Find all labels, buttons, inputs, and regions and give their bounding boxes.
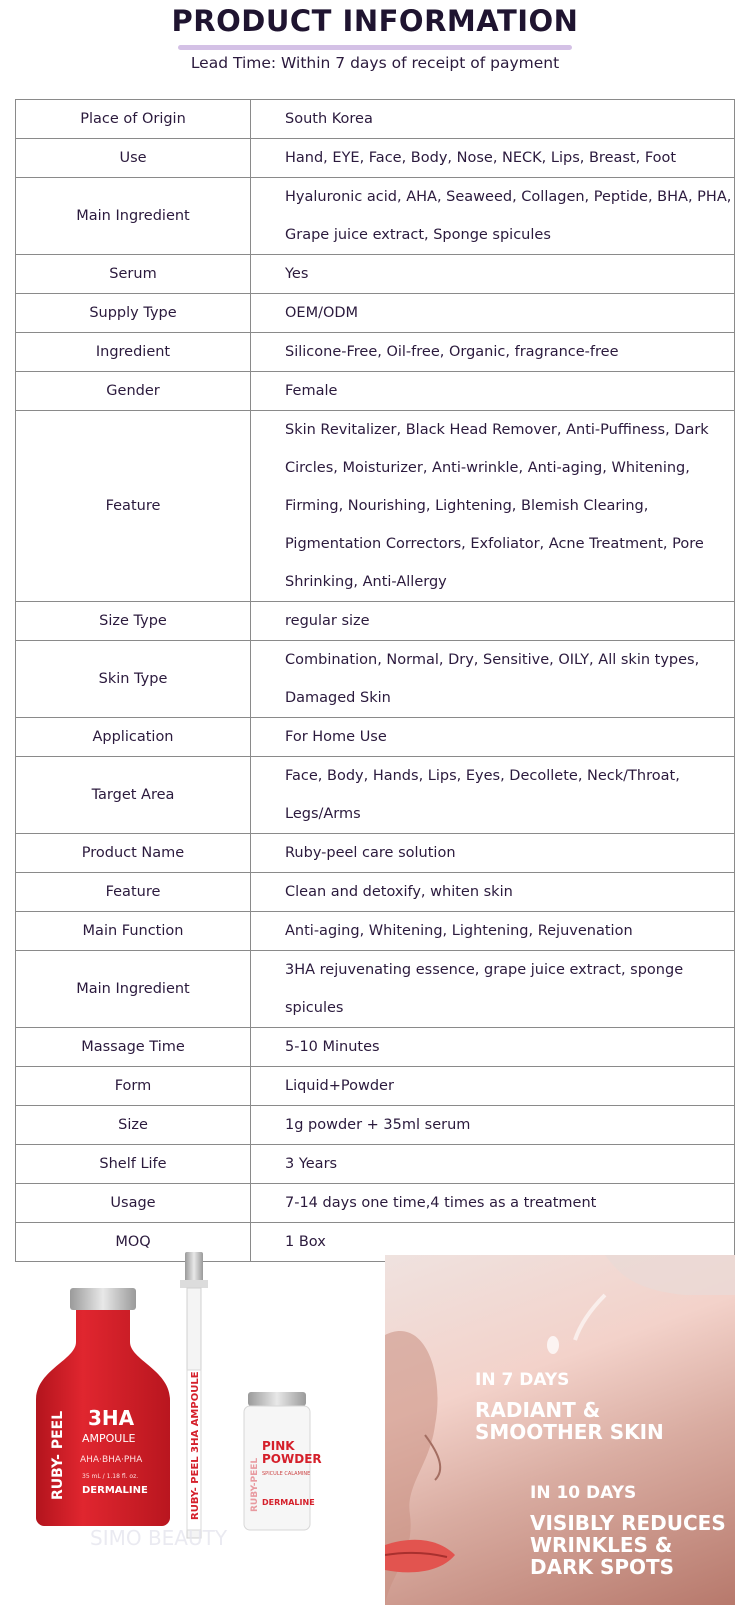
vial-maker: DERMALINE <box>262 1498 315 1507</box>
vial-name-2: POWDER <box>262 1452 322 1466</box>
product-photo <box>30 1250 360 1610</box>
vial-brand: RUBY-PEEL <box>250 1457 260 1512</box>
ampoule-bottle <box>36 1288 170 1526</box>
promo-line-2: RADIANT & SMOOTHER SKIN <box>475 1398 664 1444</box>
spec-key: Main Function <box>16 912 251 951</box>
spec-row <box>16 602 735 641</box>
spec-row <box>16 834 735 873</box>
spec-row <box>16 100 735 139</box>
spec-value: Clean and detoxify, whiten skin <box>251 873 735 912</box>
spec-row <box>16 333 735 372</box>
spec-value: 5-10 Minutes <box>251 1028 735 1067</box>
spec-value: 1g powder + 35ml serum <box>251 1106 735 1145</box>
spec-key: Size Type <box>16 602 251 641</box>
spec-key: Place of Origin <box>16 100 251 139</box>
spec-row <box>16 718 735 757</box>
spec-row <box>16 912 735 951</box>
spec-key: Massage Time <box>16 1028 251 1067</box>
spec-key: Application <box>16 718 251 757</box>
spec-key: Supply Type <box>16 294 251 333</box>
spec-row <box>16 641 735 718</box>
spec-row <box>16 411 735 602</box>
spec-row <box>16 139 735 178</box>
bottle-name: 3HA <box>88 1406 135 1430</box>
spec-key: Skin Type <box>16 641 251 718</box>
spec-value: Yes <box>251 255 735 294</box>
spec-value: Silicone-Free, Oil-free, Organic, fragrance-free <box>251 333 735 372</box>
spec-row <box>16 1145 735 1184</box>
spec-value: Combination, Normal, Dry, Sensitive, OILY, All skin types, Damaged Skin <box>251 641 735 718</box>
syringe <box>180 1252 208 1538</box>
spec-row <box>16 255 735 294</box>
spec-value: 7-14 days one time,4 times as a treatment <box>251 1184 735 1223</box>
vial-sub: SPICULE CALAMINE <box>262 1471 311 1477</box>
watermark: SIMO BEAUTY <box>90 1526 228 1550</box>
spec-value: Liquid+Powder <box>251 1067 735 1106</box>
bottle-volume: 35 mL / 1.18 fl. oz. <box>82 1473 139 1480</box>
spec-key: MOQ <box>16 1223 251 1262</box>
spec-value: Hyaluronic acid, AHA, Seaweed, Collagen, Peptide, BHA, PHA, Grape juice extract, Sponge spicules <box>251 178 735 255</box>
spec-row <box>16 951 735 1028</box>
spec-key: Serum <box>16 255 251 294</box>
spec-row <box>16 294 735 333</box>
spec-key: Use <box>16 139 251 178</box>
bottle-brand: RUBY- PEEL <box>50 1410 66 1500</box>
spec-table <box>15 99 735 1262</box>
spec-key: Usage <box>16 1184 251 1223</box>
spec-value: OEM/ODM <box>251 294 735 333</box>
spec-row <box>16 1028 735 1067</box>
bottle-sub: AMPOULE <box>82 1432 136 1445</box>
spec-value: Female <box>251 372 735 411</box>
spec-key: Main Ingredient <box>16 178 251 255</box>
spec-row <box>16 873 735 912</box>
spec-value: Skin Revitalizer, Black Head Remover, Anti-Puffiness, Dark Circles, Moisturizer, Anti-wrinkle, Anti-aging, Whitening, Firming, Nourishing, Lightening, Blemish Clearing, Pigmentation Correctors, Exfoliator, Acne Treatment, Pore Shrinking, Anti-Allergy <box>251 411 735 602</box>
spec-key: Target Area <box>16 757 251 834</box>
spec-key: Main Ingredient <box>16 951 251 1028</box>
spec-value: Hand, EYE, Face, Body, Nose, NECK, Lips, Breast, Foot <box>251 139 735 178</box>
spec-value: 3 Years <box>251 1145 735 1184</box>
promo-line-3: IN 10 DAYS <box>530 1483 637 1503</box>
title-underline <box>178 45 572 50</box>
spec-row <box>16 1184 735 1223</box>
spec-row <box>16 757 735 834</box>
spec-key: Size <box>16 1106 251 1145</box>
spec-row <box>16 1067 735 1106</box>
spec-key: Product Name <box>16 834 251 873</box>
spec-key: Gender <box>16 372 251 411</box>
vial-name-1: PINK <box>262 1439 295 1453</box>
lead-time: Lead Time: Within 7 days of receipt of payment <box>190 54 560 72</box>
spec-key: Form <box>16 1067 251 1106</box>
spec-value: 1 Box <box>251 1223 735 1262</box>
page-title: PRODUCT INFORMATION <box>171 4 579 38</box>
promo-line-1: IN 7 DAYS <box>475 1370 570 1390</box>
spec-value: Anti-aging, Whitening, Lightening, Rejuvenation <box>251 912 735 951</box>
bottle-maker: DERMALINE <box>82 1485 148 1496</box>
spec-key: Ingredient <box>16 333 251 372</box>
spec-value: Face, Body, Hands, Lips, Eyes, Decollete, Neck/Throat, Legs/Arms <box>251 757 735 834</box>
spec-key: Feature <box>16 411 251 602</box>
spec-value: 3HA rejuvenating essence, grape juice extract, sponge spicules <box>251 951 735 1028</box>
spec-key: Shelf Life <box>16 1145 251 1184</box>
spec-value: For Home Use <box>251 718 735 757</box>
spec-row <box>16 178 735 255</box>
spec-value: Ruby-peel care solution <box>251 834 735 873</box>
spec-row <box>16 372 735 411</box>
spec-row <box>16 1106 735 1145</box>
face-promo-image <box>385 1255 735 1605</box>
bottle-acids: AHA·BHA·PHA <box>80 1455 143 1465</box>
syringe-label: RUBY- PEEL 3HA AMPOULE <box>190 1371 201 1520</box>
spec-key: Feature <box>16 873 251 912</box>
promo-line-4: VISIBLY REDUCES WRINKLES & DARK SPOTS <box>530 1511 726 1579</box>
spec-value: regular size <box>251 602 735 641</box>
spec-value: South Korea <box>251 100 735 139</box>
powder-vial <box>244 1392 322 1530</box>
